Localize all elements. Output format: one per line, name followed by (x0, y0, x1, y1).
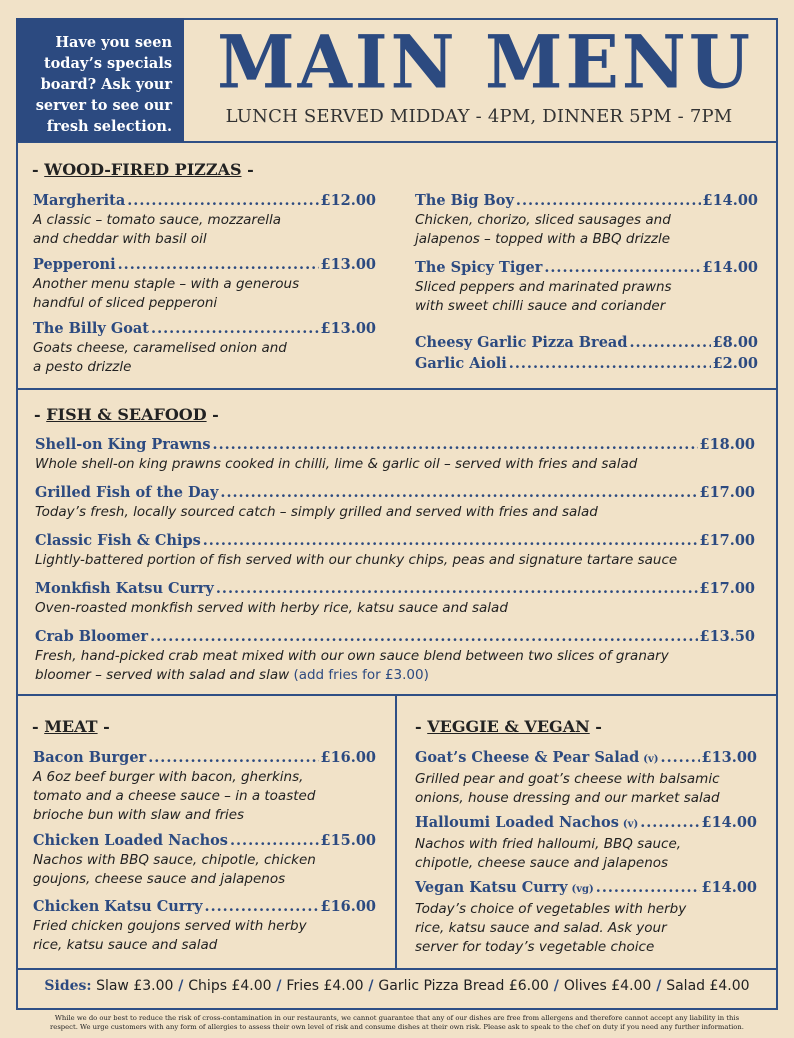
dietary-tag: (v) (622, 819, 639, 830)
menu-item-king-prawns (35, 435, 755, 474)
item-desc: Goats cheese, caramelised onion and (33, 340, 287, 356)
item-name: The Big Boy (415, 192, 514, 209)
item-desc: jalapenos – topped with a BBQ drizzle (415, 231, 670, 247)
item-desc: Fried chicken goujons served with herby (33, 918, 307, 934)
item-name: The Billy Goat (33, 320, 150, 337)
menu-item-fish-and-chips (35, 531, 755, 570)
menu-item-margherita (33, 191, 376, 249)
item-desc: Another menu staple – with a generous (33, 276, 300, 292)
disclaimer-line: While we do our best to reduce the risk of cross-contamination in our restaurants, we cannot guarantee that any of our dishes are free from allergens and therefore cannot accept any liability in this (54, 1014, 740, 1022)
item-desc: rice, katsu sauce and salad (33, 937, 218, 953)
item-desc: a pesto drizzle (33, 359, 132, 375)
item-name: Vegan Katsu Curry (415, 879, 568, 896)
sides-separator: / (173, 978, 189, 994)
item-desc: server for today’s vegetable choice (415, 939, 655, 955)
item-price: £14.00 (701, 814, 757, 831)
item-price: £18.00 (699, 436, 755, 453)
item-desc: Sliced peppers and marinated prawns (415, 279, 672, 295)
item-desc: Lightly-battered portion of fish served with our chunky chips, peas and signature tartare sauce (35, 552, 678, 568)
item-price: £14.00 (702, 192, 758, 209)
menu-item-fish-of-the-day (35, 483, 755, 522)
service-hours: LUNCH SERVED MIDDAY - 4PM, DINNER 5PM - 7PM (225, 106, 733, 127)
menu-item-garlic-aioli (415, 354, 758, 374)
item-price: £14.00 (701, 879, 757, 896)
menu-item-chicken-katsu (33, 897, 376, 955)
menu-item-bacon-burger (33, 748, 376, 825)
menu-item-garlic-pizza-bread (415, 333, 758, 353)
side-item: Olives £4.00 (563, 978, 652, 994)
sides-label: Sides: (44, 978, 92, 994)
item-name: Cheesy Garlic Pizza Bread (415, 334, 628, 351)
item-desc: Fresh, hand-picked crab meat mixed with our own sauce blend between two slices of granary (35, 648, 669, 664)
item-desc: Whole shell-on king prawns cooked in chilli, lime & garlic oil – served with fries and salad (35, 456, 638, 472)
item-price: £8.00 (712, 334, 758, 351)
page-title: MAIN MENU (217, 17, 753, 106)
item-name: The Spicy Tiger (415, 259, 543, 276)
specials-line: fresh selection. (46, 118, 172, 135)
menu-item-pepperoni (33, 255, 376, 313)
item-name: Chicken Loaded Nachos (33, 832, 228, 849)
item-desc: Oven-roasted monkfish served with herby rice, katsu sauce and salad (35, 600, 508, 616)
section-heading-pizzas: - WOOD-FIRED PIZZAS - (32, 160, 254, 179)
item-name: Crab Bloomer (35, 628, 149, 645)
menu-item-big-boy (415, 191, 758, 249)
item-name: Garlic Aioli (415, 355, 507, 372)
specials-line: board? Ask your (40, 76, 172, 93)
item-name: Classic Fish & Chips (35, 532, 201, 549)
item-name: Goat’s Cheese & Pear Salad (415, 749, 640, 766)
item-price: £13.50 (699, 628, 755, 645)
item-desc: tomato and a cheese sauce – in a toasted (33, 788, 316, 804)
menu-item-halloumi-nachos (415, 813, 757, 873)
sides-line (16, 978, 778, 994)
item-desc: Nachos with fried halloumi, BBQ sauce, (415, 836, 682, 852)
side-item: Slaw £3.00 (96, 978, 174, 994)
item-desc: onions, house dressing and our market salad (415, 790, 720, 806)
item-price: £17.00 (699, 532, 755, 549)
menu-item-chicken-nachos (33, 831, 376, 889)
menu-item-spicy-tiger (415, 258, 758, 316)
item-price: £13.00 (701, 749, 757, 766)
item-price: £12.00 (320, 192, 376, 209)
specials-line: today’s specials (43, 55, 172, 72)
dietary-tag: (v) (643, 754, 659, 765)
menu-item-vegan-katsu (415, 878, 757, 957)
sides-separator: / (363, 978, 379, 994)
specials-box (16, 18, 184, 142)
side-item: Salad £4.00 (666, 978, 750, 994)
item-desc: bloomer – served with salad and slaw (35, 667, 290, 683)
item-desc: Chicken, chorizo, sliced sausages and (415, 212, 671, 228)
item-price: £14.00 (702, 259, 758, 276)
item-name: Monkfish Katsu Curry (35, 580, 214, 597)
item-name: Margherita (33, 192, 126, 209)
item-desc: goujons, cheese sauce and jalapenos (33, 871, 286, 887)
side-item: Fries £4.00 (286, 978, 364, 994)
item-price: £2.00 (712, 355, 758, 372)
item-desc: Grilled pear and goat’s cheese with balsamic (415, 771, 720, 787)
divider-columns (395, 694, 397, 968)
allergen-disclaimer (16, 1014, 778, 1032)
section-heading-veggie: - VEGGIE & VEGAN - (415, 717, 602, 736)
dietary-tag: (vg) (571, 884, 594, 895)
section-heading-meat: - MEAT - (32, 717, 110, 736)
item-name: Shell-on King Prawns (35, 436, 211, 453)
item-price: £13.00 (320, 256, 376, 273)
item-desc: Today’s choice of vegetables with herby (415, 901, 687, 917)
menu-item-monkfish-katsu (35, 579, 755, 618)
divider-sides (16, 968, 778, 970)
item-desc: brioche bun with slaw and fries (33, 807, 245, 823)
item-desc: handful of sliced pepperoni (33, 295, 218, 311)
divider-fish (16, 694, 778, 696)
item-price: £17.00 (699, 484, 755, 501)
menu-item-billy-goat (33, 319, 376, 377)
sides-separator: / (271, 978, 287, 994)
menu-item-crab-bloomer (35, 627, 755, 685)
add-fries-note: (add fries for £3.00) (293, 667, 429, 683)
item-price: £13.00 (320, 320, 376, 337)
item-desc: rice, katsu sauce and salad. Ask your (415, 920, 667, 936)
item-desc: Today’s fresh, locally sourced catch – simply grilled and served with fries and salad (35, 504, 598, 520)
item-price: £16.00 (320, 898, 376, 915)
side-item: Chips £4.00 (188, 978, 272, 994)
item-desc: chipotle, cheese sauce and jalapenos (415, 855, 669, 871)
sides-separator: / (548, 978, 564, 994)
item-name: Halloumi Loaded Nachos (415, 814, 619, 831)
divider-pizzas (16, 388, 778, 390)
item-desc: and cheddar with basil oil (33, 231, 207, 247)
specials-line: server to see our (35, 97, 172, 114)
item-price: £16.00 (320, 749, 376, 766)
item-desc: with sweet chilli sauce and coriander (415, 298, 666, 314)
sides-separator: / (651, 978, 667, 994)
section-heading-fish: - FISH & SEAFOOD - (34, 405, 219, 424)
item-desc: Nachos with BBQ sauce, chipotle, chicken (33, 852, 316, 868)
item-name: Grilled Fish of the Day (35, 484, 219, 501)
specials-line: Have you seen (55, 34, 172, 51)
item-price: £15.00 (320, 832, 376, 849)
item-name: Pepperoni (33, 256, 116, 273)
side-item: Garlic Pizza Bread £6.00 (378, 978, 549, 994)
item-desc: A 6oz beef burger with bacon, gherkins, (33, 769, 304, 785)
disclaimer-line: respect. We urge customers with any form of allergies to assess their own level of risk and consume dishes at their own risk. Please ask to speak to the chef on duty if you need any further information. (50, 1023, 744, 1031)
item-name: Chicken Katsu Curry (33, 898, 203, 915)
menu-item-goats-cheese-salad (415, 748, 757, 808)
item-desc: A classic – tomato sauce, mozzarella (33, 212, 282, 228)
item-price: £17.00 (699, 580, 755, 597)
item-name: Bacon Burger (33, 749, 147, 766)
